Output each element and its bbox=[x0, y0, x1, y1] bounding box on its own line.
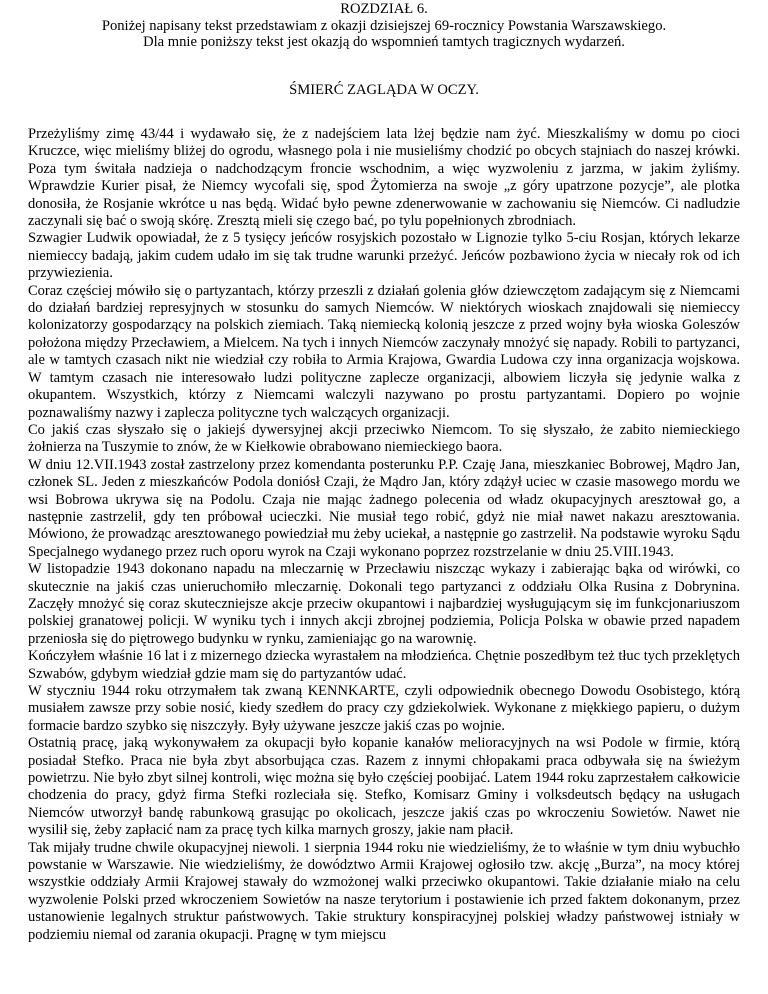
paragraph: Ostatnią pracę, jaką wykonywałem za okupacji było kopanie kanałów melioracyjnych na wsi Podole w firmie, którą posiadał Stefko. Praca nie była zbyt absorbująca czas. Razem z innymi chłopakami praca odbywała się na świeżym powietrzu. Nie było zbyt silnej kontroli, więc można się było częściej poobijać. Latem 1944 roku zaprzestałem całkowicie chodzenia do pracy, gdyż firma Stefki rozleciała się. Stefko, Komisarz Gminy i volksdeutsch będący na usługach Niemców utworzył bandę rabunkową grasując po okolicach, jeszcze jakiś czas po wkroczeniu Sowietów. Nawet nie wysilił się, żeby zapłacić nam za pracę tych kilka marnych groszy, jakie nam płacił. bbox=[28, 735, 740, 839]
paragraph: W styczniu 1944 roku otrzymałem tak zwaną KENNKARTE, czyli odpowiednik obecnego Dowodu Osobistego, którą musiałem zawsze przy sobie nosić, kiedy szedłem do pracy czy gdziekolwiek. Wykonane z miękkiego papieru, o dużym formacie bardzo szybko się niszczyły. Były używane jeszcze jakiś czas po wojnie. bbox=[28, 683, 740, 734]
paragraph: Tak mijały trudne chwile okupacyjnej niewoli. 1 sierpnia 1944 roku nie wiedzieliśmy, że to właśnie w tym dniu wybuchło powstanie w Warszawie. Nie wiedzieliśmy, że dowództwo Armii Krajowej ogłosiło tzw. akcję „Burza”, na mocy której wszystkie oddziały Armii Krajowej stawały do wzmożonej walki przeciwko okupantowi. Takie działanie miało na celu wyzwolenie Polski przed wkroczeniem Sowietów na nasze terytorium i postawienie ich przed faktem dokonanym, przez ustanowienie legalnych struktur państwowych. Takie struktury konspiracyjnej polskiej władzy państwowej istniały w podziemiu niemal od zarania okupacji. Pragnę w tym miejscu bbox=[28, 839, 740, 943]
chapter-title: ŚMIERĆ ZAGLĄDA W OCZY. bbox=[289, 81, 479, 98]
body-text bbox=[28, 126, 740, 944]
paragraph: Szwagier Ludwik opowiadał, że z 5 tysięcy jeńców rosyjskich pozostało w Lignozie tylko 5-ciu Rosjan, których lekarze niemieccy badają, jakim cudem udało im się tak trudne warunki przeżyć. Jeńców pozbawiono życia w niecały rok od ich przywiezienia. bbox=[28, 230, 740, 282]
intro-line-2: Dla mnie poniższy tekst jest okazją do wspomnień tamtych tragicznych wydarzeń. bbox=[143, 34, 625, 50]
paragraph: Przeżyliśmy zimę 43/44 i wydawało się, że z nadejściem lata lżej będzie nam żyć. Mieszkaliśmy w domu po cioci Kruczce, więc mieliśmy bliżej do ogrodu, własnego pola i nie musieliśmy chodzić po obcych stajniach do naszej krówki. Poza tym świtała nadzieja o nadchodzącym froncie wschodnim, a więc wyzwoleniu z jarzma, w jakim żyliśmy. Wprawdzie Kurier pisał, że Niemcy wycofali się, spod Żytomierza na swoje „z góry upatrzone pozycje”, ale plotka donosiła, że Rosjanie wkrótce u nas będą. Widać było pewne zdenerwowanie w zachowaniu się Niemców. Ci nadludzie zaczynali się bać o swoją skórę. Zresztą mieli się czego bać, po tylu popełnionych zbrodniach. bbox=[28, 126, 740, 230]
paragraph: Co jakiś czas słyszało się o jakiejś dywersyjnej akcji przeciwko Niemcom. To się słyszało, że zabito niemieckiego żołnierza na Tuszymie to znów, że w Kiełkowie obrabowano niemieckiego baora. bbox=[28, 421, 740, 456]
paragraph: W dniu 12.VII.1943 został zastrzelony przez komendanta posterunku P.P. Czaję Jana, mieszkaniec Bobrowej, Mądro Jan, członek SL. Jeden z mieszkańców Podola doniósł Czaji, że Mądro Jan, który zdążył uciec w czasie masowego mordu we wsi Bobrowa ukrywa się na Podolu. Czaja nie mając żadnego polecenia od władz okupacyjnych aresztował go, a następnie zastrzelił, gdy ten próbował ucieczki. Nie musiał tego robić, gdyż nie miał nawet nakazu aresztowania. Mówiono, że prowadząc aresztowanego powiedział mu żeby uciekał, a następnie go zastrzelił. Na podstawie wyroku Sądu Specjalnego wydanego przez ruch oporu wyrok na Czaji wykonano poprzez rozstrzelanie w dniu 25.VIII.1943. bbox=[28, 456, 740, 560]
paragraph: Kończyłem właśnie 16 lat i z mizernego dziecka wyrastałem na młodzieńca. Chętnie poszedłbym też tłuc tych przeklętych Szwabów, gdybym wiedział gdzie mam się do partyzantów udać. bbox=[28, 648, 740, 682]
paragraph: W listopadzie 1943 dokonano napadu na mleczarnię w Przecławiu niszcząc wykazy i zabierając bąka od wirówki, co skutecznie na jakiś czas unieruchomiło mleczarnię. Dokonali tego partyzanci z oddziału Olka Rusina z Dobrynina. Zaczęły mnożyć się coraz skuteczniejsze akcje przeciw okupantowi i najbardziej wysługującym się im funkcjonariuszom polskiej granatowej policji. W wyniku tych i innych akcji zbrojnej podziemia, Policja Polska w obawie przed napadem przeniosła się do piętrowego budynku w rynku, zamieniając go na warownię. bbox=[28, 561, 740, 647]
intro-line-1: Poniżej napisany tekst przedstawiam z okazji dzisiejszej 69-rocznicy Powstania Warszawskiego. bbox=[101, 17, 667, 34]
document-header bbox=[0, 0, 768, 51]
paragraph: Coraz częściej mówiło się o partyzantach, którzy przeszli z działań golenia głów dziewczętom zadającym się z Niemcami do działań bardziej represyjnych w stosunku do samych Niemców. W niektórych wioskach znajdowali się niemieccy kolonizatorzy gospodarzący na polskich ziemiach. Taką niemiecką kolonią jeszcze z przed wojny była wioska Goleszów położona między Przecławiem, a Mielcem. Na tych i innych Niemców zaczynały mnożyć się napady. Robili to partyzanci, ale w tamtych czasach nikt nie wiedział czy robiła to Armia Krajowa, Gwardia Ludowa czy inna organizacja wojskowa. W tamtym czasach nie interesowało ludzi polityczne zaplecze organizacji, albowiem liczyła się jedynie walka z okupantem. Wszystkich, którzy z Niemcami walczyli nazywano po prostu partyzantami. Dopiero po wojnie poznawaliśmy nazwy i zaplecza polityczne tych walczących organizacji. bbox=[28, 282, 740, 421]
chapter-heading: ROZDZIAŁ 6. bbox=[340, 1, 428, 17]
